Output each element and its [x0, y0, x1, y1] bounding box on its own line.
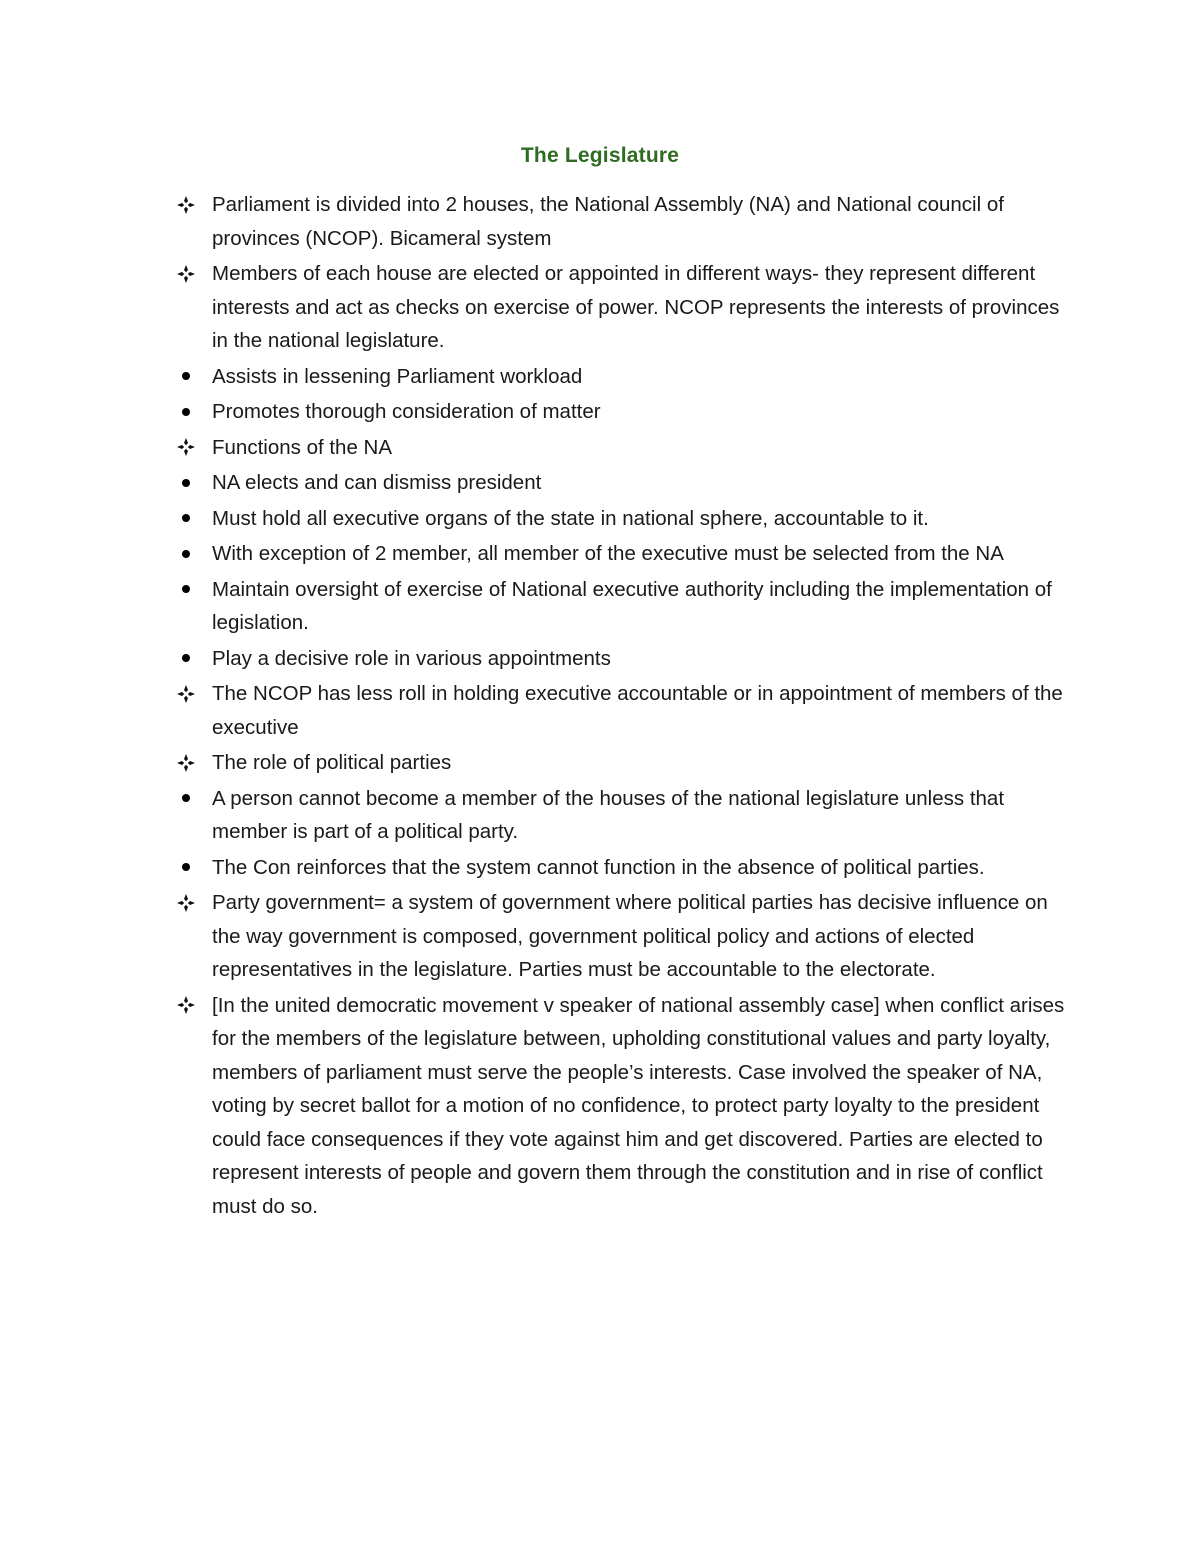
round-dot-icon: [174, 642, 198, 675]
list-item-text: The role of political parties: [212, 751, 452, 774]
list-item-text: The NCOP has less roll in holding executive accountable or in appointment of members of the executive: [212, 682, 1063, 739]
round-dot-icon: [174, 537, 198, 570]
diamond-arrow-icon: [174, 886, 198, 919]
diamond-arrow-icon: [174, 188, 198, 221]
list-item-text: Assists in lessening Parliament workload: [212, 364, 583, 388]
list-item: [212, 782, 1072, 849]
list-item-text: Play a decisive role in various appointments: [212, 646, 611, 670]
diamond-arrow-icon: [174, 431, 198, 464]
diamond-arrow-icon: [174, 257, 198, 290]
diamond-arrow-icon: [174, 746, 198, 779]
list-item-text: [In the united democratic movement v speaker of national assembly case] when conflict arises for the members of the legislature between, upholding constitutional values and party loyalty, members of parliament must serve the people’s interests. Case involved the speaker of NA, voting by secret ballot for a motion of no confidence, to protect party loyalty to the president could face consequences if they vote against him and get discovered. Parties are elected to represent interests of people and govern them through the constitution and in rise of conflict must do so.: [212, 993, 1065, 1218]
round-dot-icon: [174, 782, 198, 815]
list-item-text: Maintain oversight of exercise of National executive authority including the implementation of legislation.: [212, 577, 1052, 634]
list-item: [212, 257, 1072, 358]
round-dot-icon: [174, 466, 198, 499]
list-item-text: The Con reinforces that the system cannot function in the absence of political parties.: [212, 855, 985, 879]
list-item: [212, 746, 1072, 780]
diamond-arrow-icon: [174, 677, 198, 710]
list-item: [212, 886, 1072, 987]
notes-list: [212, 188, 1072, 1223]
list-item: [212, 537, 1072, 571]
list-item-text: NA elects and can dismiss president: [212, 471, 542, 494]
list-item-text: Parliament is divided into 2 houses, the National Assembly (NA) and National council of provinces (NCOP). Bicameral system: [212, 193, 1004, 250]
list-item-text: Functions of the NA: [212, 435, 393, 459]
list-item: [212, 188, 1072, 255]
round-dot-icon: [174, 573, 198, 606]
list-item-text: A person cannot become a member of the houses of the national legislature unless that member is part of a political party.: [212, 786, 1005, 843]
list-item-text: Members of each house are elected or appointed in different ways- they represent different interests and act as checks on exercise of power. NCOP represents the interests of provinces in the national legislature.: [212, 262, 1060, 352]
page-title: The Legislature: [520, 144, 680, 167]
list-item-text: Party government= a system of government where political parties has decisive influence on the way government is composed, government political policy and actions of elected representatives in the legislature. Parties must be accountable to the electorate.: [212, 891, 1048, 981]
list-item-text: Promotes thorough consideration of matter: [212, 400, 601, 423]
list-item: [212, 360, 1072, 394]
round-dot-icon: [174, 395, 198, 428]
round-dot-icon: [174, 851, 198, 884]
list-item: [212, 502, 1072, 536]
list-item: [212, 573, 1072, 640]
list-item: [212, 677, 1072, 744]
diamond-arrow-icon: [174, 989, 198, 1022]
list-item-text: With exception of 2 member, all member of the executive must be selected from the NA: [212, 542, 1004, 565]
list-item: [212, 431, 1072, 465]
list-item: [212, 989, 1072, 1224]
list-item: [212, 851, 1072, 885]
list-item: [212, 642, 1072, 676]
list-item: [212, 395, 1072, 429]
list-item: [212, 466, 1072, 500]
round-dot-icon: [174, 502, 198, 535]
round-dot-icon: [174, 360, 198, 393]
list-item-text: Must hold all executive organs of the state in national sphere, accountable to it.: [212, 506, 929, 530]
